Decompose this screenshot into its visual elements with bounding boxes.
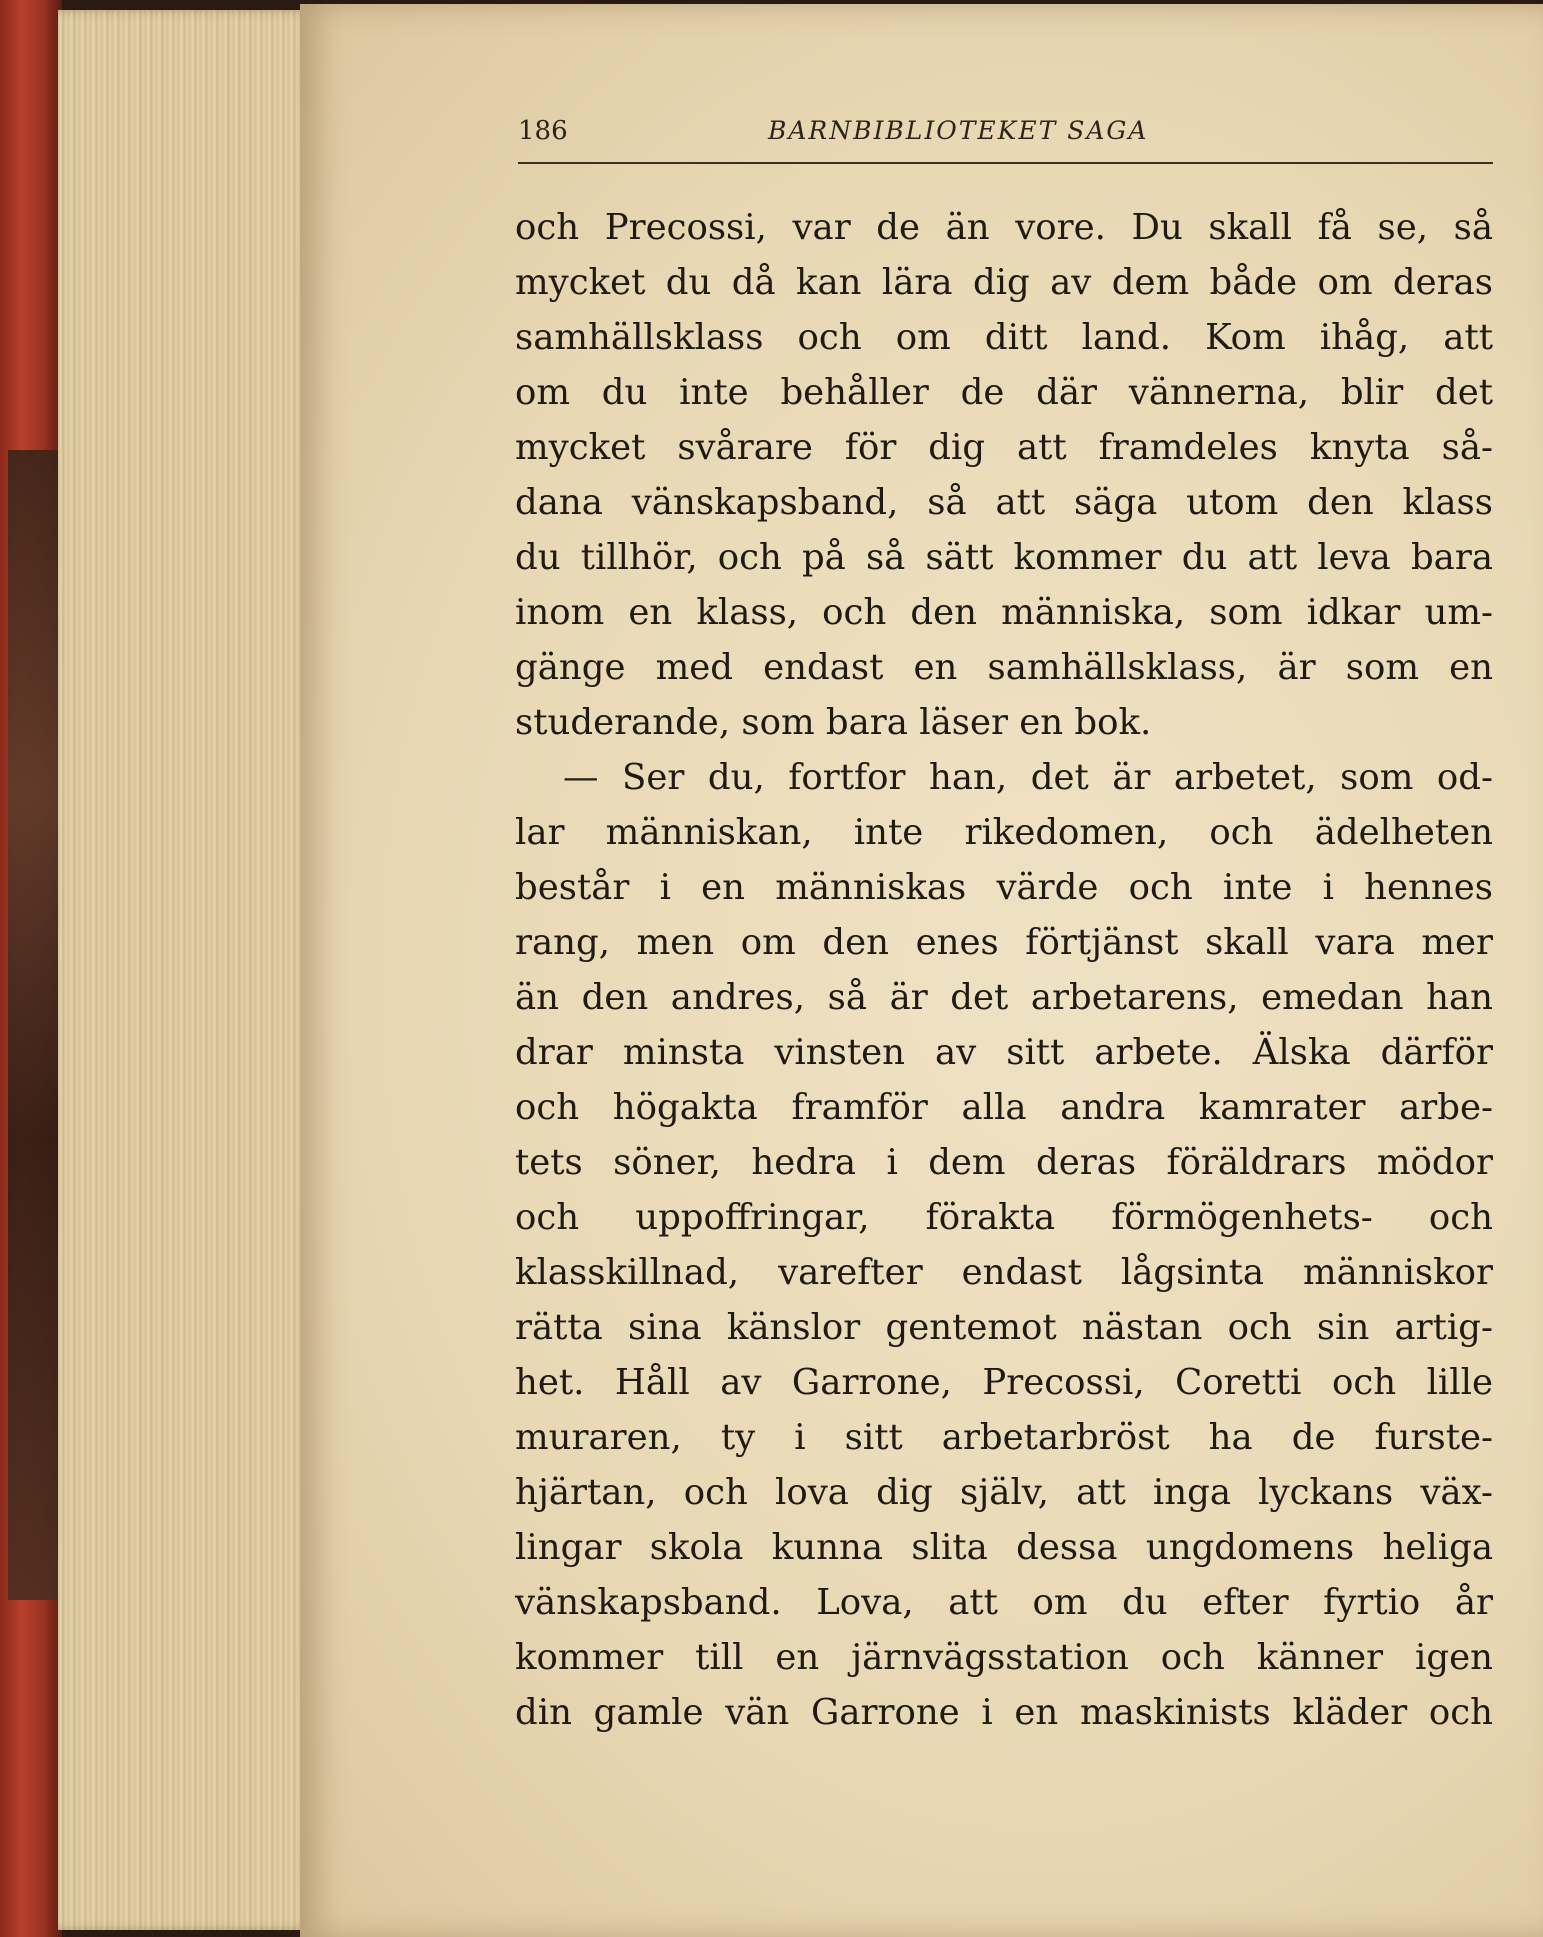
text-line: mycket svårare för dig att framdeles knyta så- bbox=[515, 427, 1493, 468]
text-line: din gamle vän Garrone i en maskinists kläder och bbox=[515, 1692, 1493, 1733]
text-line: består i en människas värde och inte i hennes bbox=[515, 867, 1493, 908]
text-line: hjärtan, och lova dig själv, att inga lyckans väx- bbox=[515, 1472, 1493, 1513]
text-line: studerande, som bara läser en bok. bbox=[515, 702, 1152, 743]
page-header bbox=[518, 112, 1493, 162]
text-line: het. Håll av Garrone, Precossi, Coretti och lille bbox=[515, 1362, 1493, 1403]
text-line: muraren, ty i sitt arbetarbröst ha de furste- bbox=[515, 1417, 1493, 1458]
text-line: — Ser du, fortfor han, det är arbetet, som od- bbox=[563, 757, 1493, 798]
text-line: rang, men om den enes förtjänst skall vara mer bbox=[515, 922, 1493, 963]
text-line: vänskapsband. Lova, att om du efter fyrtio år bbox=[515, 1582, 1493, 1623]
page-number: 186 bbox=[518, 116, 568, 146]
text-line: lingar skola kunna slita dessa ungdomens heliga bbox=[515, 1527, 1493, 1568]
page-edges bbox=[58, 10, 320, 1930]
text-line: gänge med endast en samhällsklass, är som en bbox=[515, 647, 1493, 688]
text-line: du tillhör, och på så sätt kommer du att leva bara bbox=[515, 537, 1493, 578]
text-line: än den andres, så är det arbetarens, emedan han bbox=[515, 977, 1493, 1018]
text-line: drar minsta vinsten av sitt arbete. Älska därför bbox=[515, 1032, 1493, 1073]
text-line: rätta sina känslor gentemot nästan och sin artig- bbox=[515, 1307, 1493, 1348]
text-line: kommer till en järnvägsstation och känner igen bbox=[515, 1637, 1493, 1678]
text-line: och högakta framför alla andra kamrater arbe- bbox=[515, 1087, 1493, 1128]
spine-binding-wear bbox=[8, 450, 58, 1600]
text-line: och Precossi, var de än vore. Du skall få se, så bbox=[515, 207, 1493, 248]
text-line: mycket du då kan lära dig av dem både om deras bbox=[515, 262, 1493, 303]
running-title: BARNBIBLIOTEKET SAGA bbox=[768, 116, 1149, 145]
text-line: inom en klass, och den människa, som idkar um- bbox=[515, 592, 1493, 633]
text-line: klasskillnad, varefter endast lågsinta människor bbox=[515, 1252, 1493, 1293]
text-line: samhällsklass och om ditt land. Kom ihåg, att bbox=[515, 317, 1493, 358]
header-rule bbox=[518, 162, 1493, 164]
text-line: om du inte behåller de där vännerna, blir det bbox=[515, 372, 1493, 413]
text-line: dana vänskapsband, så att säga utom den klass bbox=[515, 482, 1493, 523]
text-line: och uppoffringar, förakta förmögenhets- och bbox=[515, 1197, 1493, 1238]
text-line: lar människan, inte rikedomen, och ädelheten bbox=[515, 812, 1493, 853]
body-text bbox=[515, 200, 1493, 1740]
text-line: tets söner, hedra i dem deras föräldrars mödor bbox=[515, 1142, 1493, 1183]
